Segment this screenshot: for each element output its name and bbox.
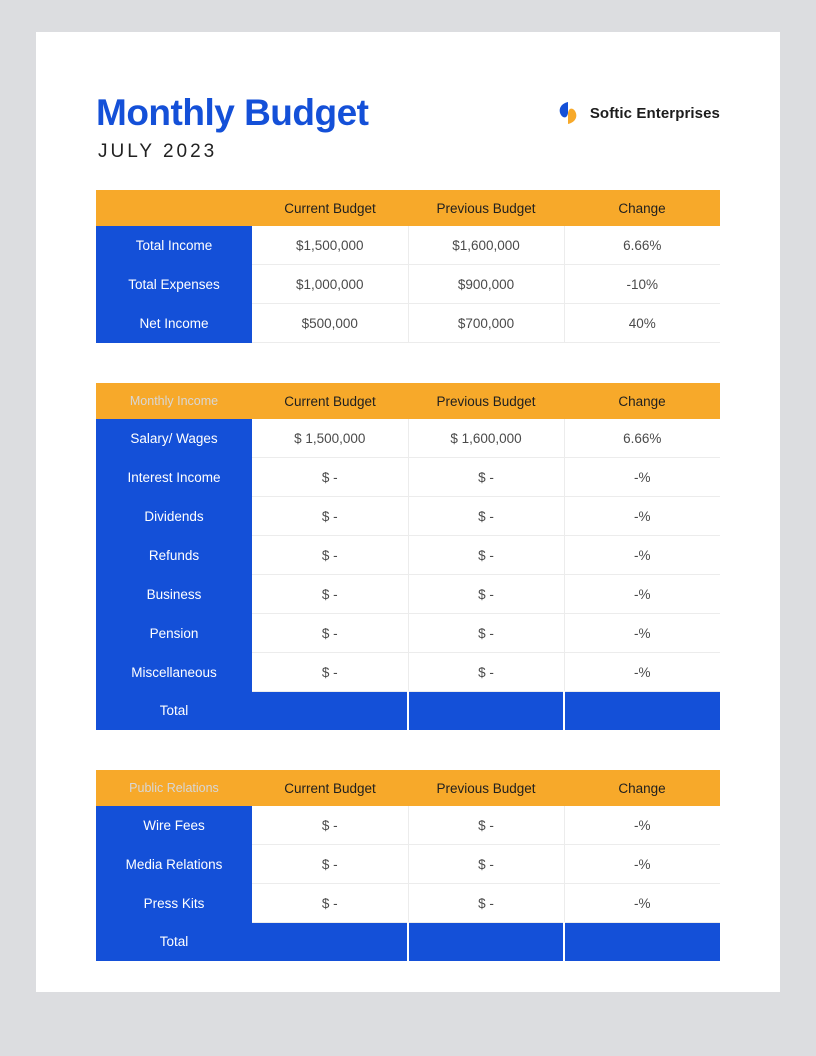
row-label: Total Expenses	[96, 265, 252, 304]
cell-current-budget: $1,500,000	[252, 226, 408, 265]
document-page	[36, 32, 780, 992]
cell-current-budget: $ -	[252, 536, 408, 575]
cell-change: -%	[564, 845, 720, 884]
cell-change: 6.66%	[564, 419, 720, 458]
cell-change: -%	[564, 884, 720, 923]
cell-previous-budget: $ -	[408, 497, 564, 536]
page-content	[96, 80, 720, 1001]
cell-previous-budget: $ -	[408, 458, 564, 497]
table-row	[96, 265, 720, 304]
table-total-row	[96, 692, 720, 731]
table-row	[96, 845, 720, 884]
row-label: Wire Fees	[96, 806, 252, 845]
table-row	[96, 806, 720, 845]
total-label: Total	[96, 923, 252, 962]
total-label: Total	[96, 692, 252, 731]
table-row	[96, 226, 720, 265]
public-relations-table	[96, 770, 720, 961]
table-row	[96, 614, 720, 653]
row-label: Salary/ Wages	[96, 419, 252, 458]
row-label: Interest Income	[96, 458, 252, 497]
table-header-row	[96, 383, 720, 419]
row-label: Total Income	[96, 226, 252, 265]
cell-change: -%	[564, 497, 720, 536]
table-row	[96, 304, 720, 343]
row-label: Net Income	[96, 304, 252, 343]
table-row	[96, 536, 720, 575]
table-row	[96, 653, 720, 692]
summary-table	[96, 190, 720, 343]
row-label: Press Kits	[96, 884, 252, 923]
table-row	[96, 884, 720, 923]
cell-previous-budget: $ -	[408, 884, 564, 923]
cell-previous-budget: $1,600,000	[408, 226, 564, 265]
column-header-previous-budget: Previous Budget	[408, 383, 564, 419]
total-cell-previous-budget	[408, 692, 564, 731]
document-header	[96, 80, 720, 190]
table-row	[96, 458, 720, 497]
column-header-previous-budget: Previous Budget	[408, 190, 564, 226]
cell-current-budget: $ -	[252, 653, 408, 692]
total-cell-previous-budget	[408, 923, 564, 962]
cell-previous-budget: $ -	[408, 614, 564, 653]
cell-change: 6.66%	[564, 226, 720, 265]
cell-current-budget: $ -	[252, 806, 408, 845]
table-header-row	[96, 770, 720, 806]
brand-name: Softic Enterprises	[589, 104, 720, 122]
cell-change: -%	[564, 575, 720, 614]
cell-current-budget: $ -	[252, 614, 408, 653]
cell-previous-budget: $ -	[408, 845, 564, 884]
cell-change: -%	[564, 653, 720, 692]
column-header-change: Change	[564, 190, 720, 226]
cell-previous-budget: $ -	[408, 653, 564, 692]
column-header-change: Change	[564, 383, 720, 419]
total-cell-change	[564, 692, 720, 731]
page-title: Monthly Budget	[96, 92, 369, 133]
cell-current-budget: $ -	[252, 497, 408, 536]
cell-previous-budget: $ -	[408, 806, 564, 845]
column-header-change: Change	[564, 770, 720, 806]
leaf-logo-icon	[555, 100, 581, 126]
cell-current-budget: $ -	[252, 845, 408, 884]
row-label: Miscellaneous	[96, 653, 252, 692]
table-header-label: Public Relations	[96, 770, 252, 806]
column-header-current-budget: Current Budget	[252, 770, 408, 806]
cell-change: -%	[564, 536, 720, 575]
cell-change: -%	[564, 614, 720, 653]
cell-current-budget: $ -	[252, 884, 408, 923]
cell-change: -%	[564, 806, 720, 845]
cell-current-budget: $1,000,000	[252, 265, 408, 304]
cell-change: 40%	[564, 304, 720, 343]
row-label: Business	[96, 575, 252, 614]
row-label: Media Relations	[96, 845, 252, 884]
column-header-previous-budget: Previous Budget	[408, 770, 564, 806]
table-header-label: Monthly Income	[96, 383, 252, 419]
cell-previous-budget: $700,000	[408, 304, 564, 343]
cell-current-budget: $ 1,500,000	[252, 419, 408, 458]
cell-previous-budget: $900,000	[408, 265, 564, 304]
row-label: Dividends	[96, 497, 252, 536]
row-label: Refunds	[96, 536, 252, 575]
cell-previous-budget: $ -	[408, 575, 564, 614]
cell-change: -%	[564, 458, 720, 497]
cell-change: -10%	[564, 265, 720, 304]
table-header-row	[96, 190, 720, 226]
cell-previous-budget: $ -	[408, 536, 564, 575]
total-cell-current-budget	[252, 692, 408, 731]
table-header-label	[96, 190, 252, 226]
brand-lockup	[555, 100, 720, 126]
table-row	[96, 419, 720, 458]
cell-current-budget: $500,000	[252, 304, 408, 343]
monthly-income-table	[96, 383, 720, 730]
table-total-row	[96, 923, 720, 962]
cell-current-budget: $ -	[252, 458, 408, 497]
page-subtitle: JULY 2023	[98, 140, 218, 162]
total-cell-current-budget	[252, 923, 408, 962]
column-header-current-budget: Current Budget	[252, 190, 408, 226]
cell-previous-budget: $ 1,600,000	[408, 419, 564, 458]
column-header-current-budget: Current Budget	[252, 383, 408, 419]
cell-current-budget: $ -	[252, 575, 408, 614]
table-row	[96, 497, 720, 536]
table-row	[96, 575, 720, 614]
row-label: Pension	[96, 614, 252, 653]
total-cell-change	[564, 923, 720, 962]
